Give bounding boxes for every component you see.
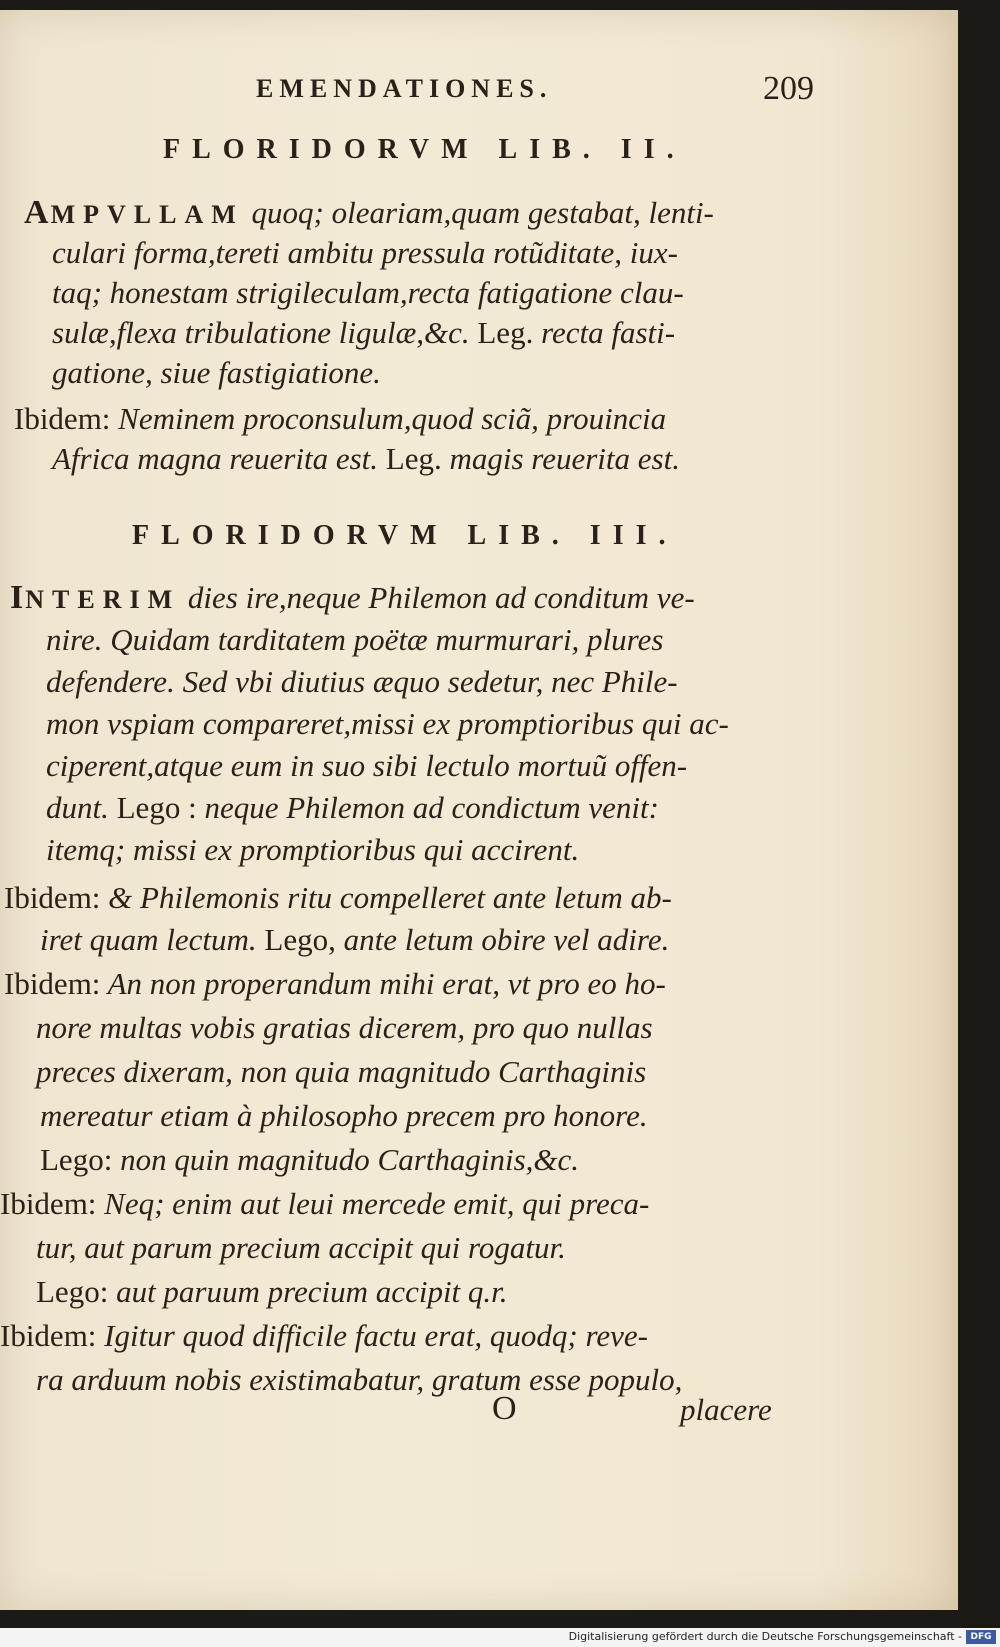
ibidem-label: Ibidem:: [4, 880, 101, 915]
text-line: [52, 313, 675, 353]
text-line: [14, 399, 666, 439]
line-text: neque Philemon ad condictum venit:: [204, 790, 659, 825]
lego-word: Lego :: [116, 790, 197, 825]
line-text: & Philemonis ritu compelleret ante letum ab-: [108, 880, 672, 915]
text-line: [52, 439, 680, 479]
text-line: [4, 878, 672, 918]
page-number: 209: [763, 70, 814, 107]
text-line: itemq; missi ex promptioribus qui accirent.: [46, 832, 580, 867]
text-line: mon vspiam compareret,missi ex promptioribus qui ac-: [46, 706, 729, 741]
line-text: Africa magna reuerita est.: [52, 441, 379, 476]
line-text: quoq; oleariam,quam gestabat, lenti-: [251, 195, 714, 230]
text-line: taq; honestam strigileculam,recta fatigatione clau-: [52, 275, 684, 310]
ibidem-label: Ibidem:: [0, 1186, 97, 1221]
line-text: An non properandum mihi erat, vt pro eo ho-: [107, 966, 666, 1001]
ibidem-label: Ibidem:: [14, 401, 111, 436]
footer-bar: [0, 1628, 1000, 1647]
line-text: Neminem proconsulum,quod sciã, prouincia: [118, 401, 667, 436]
running-head: [0, 64, 958, 107]
text-line: [40, 1140, 579, 1180]
signature-mark: O: [492, 1390, 517, 1427]
section-heading-lib-ii: FLORIDORVM LIB. II.: [163, 134, 686, 165]
line-text: aut paruum precium accipit q.r.: [116, 1274, 508, 1309]
text-line: [0, 1316, 648, 1356]
line-text: Neq; enim aut leui mercede emit, qui preca-: [104, 1186, 650, 1221]
ibidem-label: Ibidem:: [0, 1318, 97, 1353]
text-line: culari forma,tereti ambitu pressula rotũditate, iux-: [52, 235, 678, 270]
text-line: tur, aut parum precium accipit qui rogatur.: [36, 1230, 566, 1265]
smallcaps-word: NTERIM: [25, 585, 181, 614]
line-text: recta fasti-: [541, 315, 676, 350]
text-line: [40, 920, 669, 960]
text-line: [46, 788, 659, 828]
text-line: nore multas vobis gratias dicerem, pro quo nullas: [36, 1010, 653, 1045]
book-page: [0, 10, 958, 1610]
text-line: defendere. Sed vbi diutius æquo sedetur, nec Phile-: [46, 664, 678, 699]
smallcaps-word: MPVLLAM: [50, 200, 244, 229]
leg-word: Leg.: [385, 441, 442, 476]
dfg-logo: DFG: [966, 1630, 996, 1644]
section-heading-lib-iii: FLORIDORVM LIB. III.: [132, 520, 678, 551]
text-line: nire. Quidam tarditatem poëtæ murmurari, plures: [46, 622, 664, 657]
line-text: iret quam lectum.: [40, 922, 257, 957]
funding-note: Digitalisierung gefördert durch die Deutsche Forschungsgemeinschaft -: [568, 1630, 962, 1643]
line-text: magis reuerita est.: [449, 441, 680, 476]
leg-word: Leg.: [477, 315, 534, 350]
initial-letter: I: [10, 579, 26, 616]
line-text: dunt.: [46, 790, 109, 825]
text-line: ciperent,atque eum in suo sibi lectulo mortuũ offen-: [46, 748, 688, 783]
running-title: EMENDATIONES.: [256, 74, 553, 103]
text-line: [10, 578, 695, 620]
text-line: [4, 964, 666, 1004]
text-line: [36, 1272, 508, 1312]
ibidem-label: Ibidem:: [4, 966, 101, 1001]
line-text: non quin magnitudo Carthaginis,&c.: [120, 1142, 580, 1177]
text-line: [24, 193, 714, 235]
text-line: gatione, siue fastigiatione.: [52, 355, 381, 390]
text-line: mereatur etiam à philosopho precem pro honore.: [40, 1098, 648, 1133]
line-text: sulæ,flexa tribulatione ligulæ,&c.: [52, 315, 470, 350]
lego-word: Lego,: [264, 922, 336, 957]
line-text: Igitur quod difficile factu erat, quodq; reve-: [104, 1318, 648, 1353]
catchword: placere: [680, 1392, 772, 1427]
text-line: ra arduum nobis existimabatur, gratum esse populo,: [36, 1362, 683, 1397]
line-text: ante letum obire vel adire.: [343, 922, 670, 957]
lego-label: Lego:: [36, 1274, 109, 1309]
initial-letter: A: [24, 194, 51, 231]
text-line: [0, 1184, 649, 1224]
lego-label: Lego:: [40, 1142, 113, 1177]
text-line: preces dixeram, non quia magnitudo Carthaginis: [36, 1054, 647, 1089]
line-text: dies ire,neque Philemon ad conditum ve-: [187, 580, 695, 615]
